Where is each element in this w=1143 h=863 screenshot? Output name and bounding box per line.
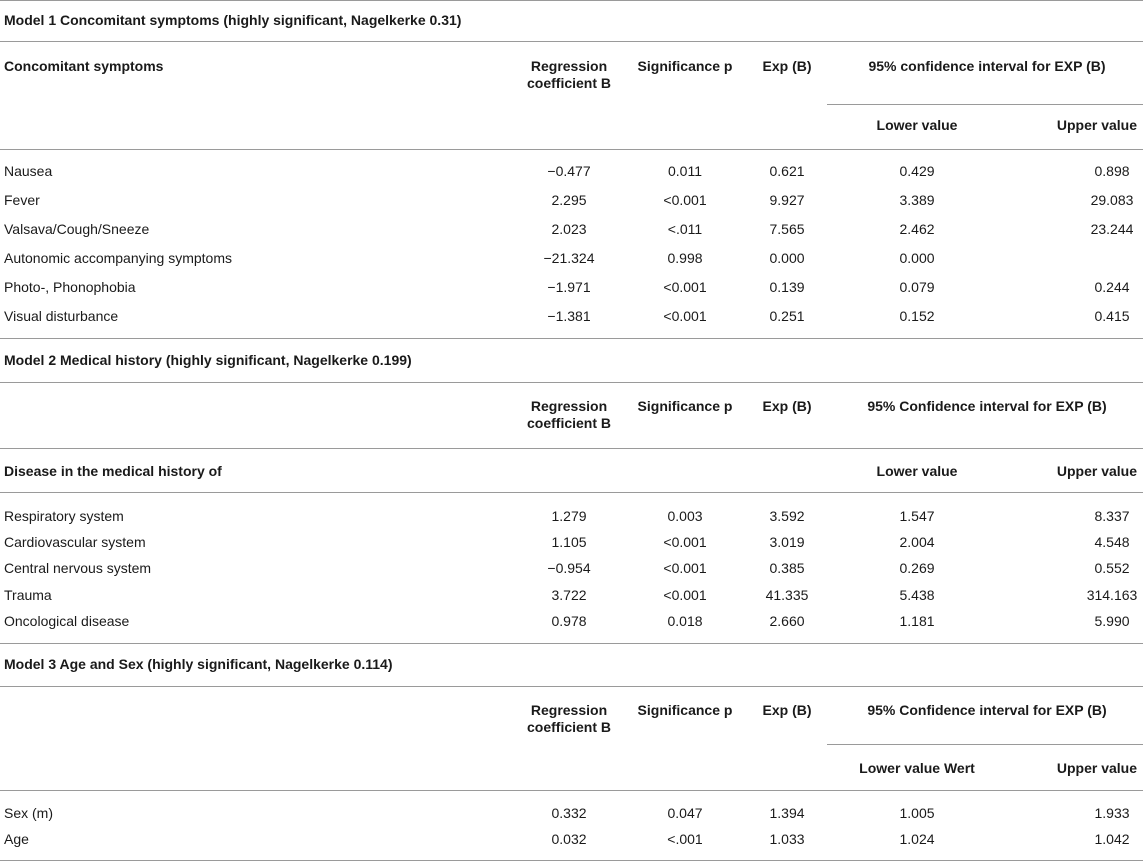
- cell-upper: 314.163: [1086, 586, 1138, 603]
- cell-b: 3.722: [551, 586, 587, 603]
- rule: [827, 744, 1143, 745]
- row-label: Valsava/Cough/Sneeze: [4, 221, 150, 237]
- cell-lower: 2.004: [899, 534, 935, 551]
- cell-b: 1.105: [551, 534, 587, 551]
- cell-lower: 0.000: [899, 250, 935, 266]
- rule: [0, 382, 1143, 383]
- cell-lower: 1.005: [899, 805, 935, 821]
- cell-lower: 0.152: [899, 308, 935, 324]
- cell-lower: 3.389: [899, 192, 935, 208]
- row-label: Respiratory system: [4, 508, 124, 524]
- cell-b: −21.324: [543, 250, 595, 266]
- cell-exp: 0.000: [769, 250, 805, 266]
- cell-b: −0.477: [547, 163, 591, 179]
- rule: [827, 104, 1143, 105]
- row-label: Visual disturbance: [4, 308, 119, 324]
- cell-b: 1.279: [551, 508, 587, 524]
- header-coef-line2: coefficient B: [526, 719, 612, 735]
- cell-exp: 1.394: [769, 805, 805, 821]
- cell-b: 2.023: [551, 221, 587, 237]
- cell-upper: 5.990: [1094, 612, 1130, 629]
- cell-lower: 0.269: [899, 560, 935, 577]
- cell-exp: 2.660: [769, 612, 805, 629]
- rule: [0, 643, 1143, 644]
- model3-header-sig: Significance p: [637, 702, 733, 718]
- cell-b: −1.381: [547, 308, 591, 324]
- model3-header-upper: Upper value: [1056, 760, 1137, 776]
- row-label: Trauma: [4, 586, 52, 603]
- cell-exp: 9.927: [769, 192, 805, 208]
- cell-p: 0.011: [668, 163, 702, 179]
- cell-p: <0.001: [663, 560, 707, 577]
- cell-lower: 1.024: [899, 831, 935, 847]
- row-label: Age: [4, 831, 29, 847]
- cell-lower: 5.438: [899, 586, 935, 603]
- row-label: Autonomic accompanying symptoms: [4, 250, 232, 266]
- model2-header-exp: Exp (B): [762, 398, 812, 414]
- cell-upper: 1.933: [1094, 805, 1130, 821]
- cell-upper: 0.898: [1094, 163, 1130, 179]
- model3-title: Model 3 Age and Sex (highly significant, Nagelkerke 0.114): [4, 656, 393, 672]
- cell-exp: 7.565: [769, 221, 805, 237]
- cell-p: 0.998: [667, 250, 703, 266]
- model2-header-ci: 95% Confidence interval for EXP (B): [867, 398, 1107, 414]
- cell-b: −0.954: [547, 560, 591, 577]
- cell-upper: 0.552: [1094, 560, 1130, 577]
- cell-lower: 2.462: [899, 221, 935, 237]
- cell-p: <0.001: [663, 534, 707, 551]
- cell-exp: 0.385: [769, 560, 805, 577]
- model1-header-ci: 95% confidence interval for EXP (B): [868, 58, 1106, 74]
- header-coef-line1: Regression: [530, 398, 608, 414]
- cell-exp: 0.251: [769, 308, 805, 324]
- cell-p: <.011: [667, 221, 703, 237]
- rule: [0, 860, 1143, 861]
- row-label: Central nervous system: [4, 560, 152, 577]
- cell-lower: 1.547: [899, 508, 935, 524]
- row-label: Photo-, Phonophobia: [4, 279, 136, 295]
- cell-b: 0.032: [551, 831, 587, 847]
- cell-b: −1.971: [547, 279, 591, 295]
- cell-upper: 8.337: [1094, 508, 1130, 524]
- cell-lower: 0.079: [899, 279, 935, 295]
- model2-header-variable: Disease in the medical history of: [4, 463, 222, 479]
- model1-title: Model 1 Concomitant symptoms (highly significant, Nagelkerke 0.31): [4, 12, 462, 28]
- model1-header-lower: Lower value: [876, 117, 958, 133]
- cell-lower: 0.429: [899, 163, 935, 179]
- cell-p: <0.001: [663, 192, 707, 208]
- cell-upper: 23.244: [1090, 221, 1134, 237]
- rule: [0, 492, 1143, 493]
- model1-header-sig: Significance p: [637, 58, 733, 74]
- rule: [0, 790, 1143, 791]
- model3-header-exp: Exp (B): [762, 702, 812, 718]
- model2-header-coef: [527, 398, 611, 432]
- model2-header-sig: Significance p: [637, 398, 733, 414]
- model2-header-lower: Lower value: [876, 463, 958, 479]
- cell-upper: 4.548: [1094, 534, 1130, 551]
- cell-lower: 1.181: [899, 612, 935, 629]
- rule: [0, 41, 1143, 42]
- rule: [0, 0, 1143, 1]
- model1-header-coef: [527, 58, 611, 92]
- row-label: Sex (m): [4, 805, 53, 821]
- model3-header-coef: [527, 702, 611, 736]
- cell-p: <0.001: [663, 308, 707, 324]
- header-coef-line2: coefficient B: [526, 415, 612, 431]
- row-label: Oncological disease: [4, 612, 130, 629]
- model3-header-ci: 95% Confidence interval for EXP (B): [867, 702, 1107, 718]
- cell-exp: 0.621: [769, 163, 805, 179]
- rule: [0, 686, 1143, 687]
- cell-p: <0.001: [663, 586, 707, 603]
- cell-p: 0.018: [667, 612, 703, 629]
- cell-p: <0.001: [663, 279, 707, 295]
- model1-header-exp: Exp (B): [762, 58, 812, 74]
- cell-exp: 41.335: [765, 586, 809, 603]
- cell-p: 0.047: [667, 805, 703, 821]
- model1-header-variable: Concomitant symptoms: [4, 58, 164, 74]
- cell-p: <.001: [667, 831, 703, 847]
- cell-upper: 0.244: [1094, 279, 1130, 295]
- cell-p: 0.003: [667, 508, 703, 524]
- header-coef-line1: Regression: [530, 58, 608, 74]
- rule: [0, 149, 1143, 150]
- rule: [0, 338, 1143, 339]
- model2-header-upper: Upper value: [1056, 463, 1137, 479]
- header-coef-line1: Regression: [530, 702, 608, 718]
- cell-upper: 1.042: [1094, 831, 1130, 847]
- row-label: Nausea: [4, 163, 53, 179]
- cell-exp: 0.139: [769, 279, 805, 295]
- cell-upper: 0.415: [1094, 308, 1130, 324]
- model2-title: Model 2 Medical history (highly significant, Nagelkerke 0.199): [4, 352, 412, 368]
- rule: [0, 448, 1143, 449]
- cell-b: 2.295: [551, 192, 587, 208]
- model3-header-lower: Lower value Wert: [859, 760, 975, 776]
- row-label: Fever: [4, 192, 40, 208]
- cell-exp: 3.592: [769, 508, 805, 524]
- header-coef-line2: coefficient B: [526, 75, 612, 91]
- model1-header-upper: Upper value: [1056, 117, 1137, 133]
- cell-b: 0.978: [551, 612, 587, 629]
- cell-exp: 1.033: [769, 831, 805, 847]
- cell-upper: 29.083: [1090, 192, 1134, 208]
- cell-exp: 3.019: [769, 534, 805, 551]
- row-label: Cardiovascular system: [4, 534, 146, 551]
- cell-b: 0.332: [551, 805, 587, 821]
